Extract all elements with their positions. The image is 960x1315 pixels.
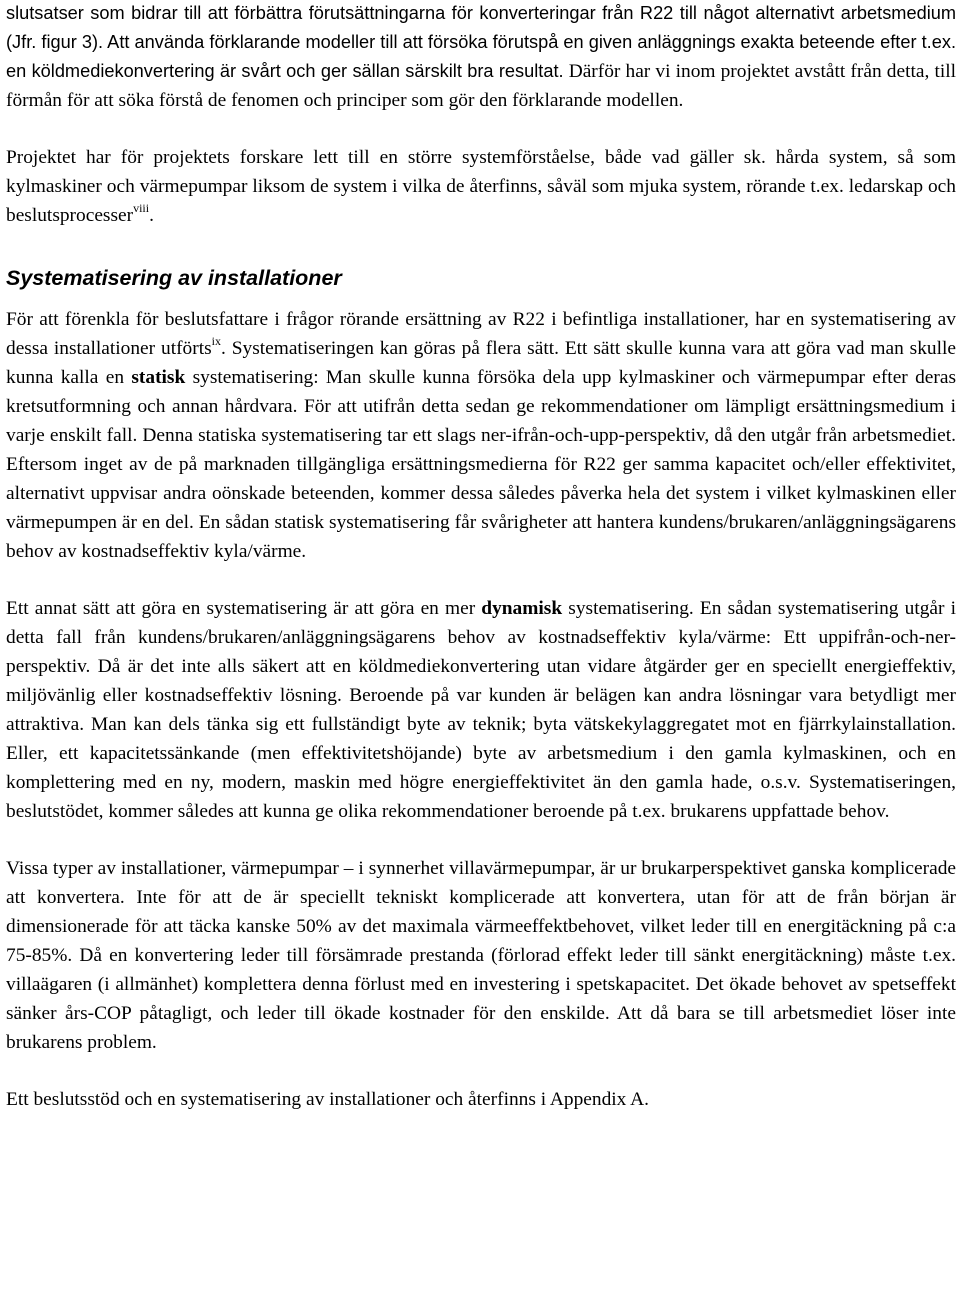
paragraph-static-text-b: . Systematiseringen kan göras på flera sätt. Ett sätt skulle kunna vara att göra vad man skulle kunna kalla en bbox=[6, 338, 956, 388]
paragraph-system-understanding-end: . bbox=[149, 205, 154, 226]
paragraph-conversion-models-sans-part: slutsatser som bidrar till att förbättra förutsättningarna för konverteringar från R22 till något alternativt arbetsmedium (Jfr. figur 3). Att använda förklarande modeller till att försöka förutspå en given anläggnings exakta beteende efter t.ex. en köldmediekonvertering är svårt och ger sällan särskilt bra resultat. bbox=[6, 3, 956, 81]
paragraph-dynamic-systematisation bbox=[6, 594, 956, 826]
term-statisk: statisk bbox=[131, 367, 186, 388]
section-heading: Systematisering av installationer bbox=[6, 266, 342, 290]
paragraph-conversion-models-serif-part: Därför har vi inom projektet avstått från detta, till förmån för att söka förstå de fenomen och principer som gör den förklarande modellen. bbox=[6, 61, 956, 111]
paragraph-static-text-c: systematisering: Man skulle kunna försöka dela upp kylmaskiner och värmepumpar efter deras kretsutformning och annan hårdvara. För att utifrån detta sedan ge rekommendationer om lämpligt ersättningsmedium i varje enskilt fall. Denna statiska systematisering tar ett slags ner-ifrån-och-upp-perspektiv, då den utgår från arbetsmediet. Eftersom inget av de på marknaden tillgängliga ersättningsmedierna för R22 ger samma kapacitet och/eller effektivitet, alternativt uppvisar andra oönskade beteenden, kommer dessa således påverka hela det system i vilket kylmaskinen eller värmepumpen är en del. En sådan statisk systematisering får svårigheter att hantera kundens/brukaren/anläggningsägarens behov av kostnadseffektiv kyla/värme. bbox=[6, 367, 956, 562]
paragraph-dynamic-text-b: systematisering. En sådan systematisering utgår i detta fall från kundens/brukaren/anläggningsägarens behov av kostnadseffektiv kyla/värme: Ett uppifrån-och-ner-perspektiv. Då är det inte alls säkert att en köldmediekonvertering utan vidare åtgärder ger en speciellt energieffektiv, miljövänlig eller kostnadseffektiv lösning. Beroende på var kunden är belägen kan andra lösningar vara betydligt mer attraktiva. Man kan dels tänka sig ett fullständigt byte av teknik; byta vätskekylaggregatet mot en fjärrkylainstallation. Eller, ett kapacitetssänkande (men effektivitetshöjande) byte av arbetsmedium i den gamla kylmaskinen, och en komplettering med en ny, modern, maskin med högre energieffektivitet än den gamla hade, o.s.v. Systematiseringen, beslutstödet, kommer således att kunna ge olika rekommendationer beroende på t.ex. brukarens uppfattade behov. bbox=[6, 598, 956, 822]
paragraph-system-understanding-text: Projektet har för projektets forskare lett till en större systemförståelse, både vad gäller sk. hårda system, så som kylmaskiner och värmepumpar liksom de system i vilka de återfinns, såväl som mjuka system, rörande t.ex. ledarskap och beslutsprocesser bbox=[6, 147, 956, 226]
document-page bbox=[6, 0, 956, 1114]
footnote-ref-viii: viii bbox=[133, 201, 150, 215]
term-dynamisk: dynamisk bbox=[481, 598, 563, 619]
paragraph-static-text-a: För att förenkla för beslutsfattare i frågor rörande ersättning av R22 i befintliga installationer, har en systematisering av dessa installationer utförts bbox=[6, 309, 956, 359]
paragraph-appendix-reference: Ett beslutsstöd och en systematisering av installationer och återfinns i Appendix A. bbox=[6, 1089, 650, 1110]
paragraph-static-systematisation bbox=[6, 305, 956, 566]
paragraph-system-understanding bbox=[6, 143, 956, 230]
paragraph-heat-pumps: Vissa typer av installationer, värmepumpar – i synnerhet villavärmepumpar, är ur brukarperspektivet ganska komplicerade att konvertera. Inte för att de är speciellt tekniskt komplicerade att konvertera, utan för att de från början är dimensionerade för att täcka kanske 50% av det maximala värmeeffektbehovet, vilket leder till en energitäckning på c:a 75-85%. Då en konvertering leder till försämrade prestanda (förlorad effekt leder till sänkt energitäckning) måste t.ex. villaägaren (i allmänhet) komplettera denna förlust med en investering i spetskapacitet. Det ökade behovet av spetseffekt sänker års-COP påtagligt, och leder till ökade kostnader för den enskilde. Att då bara se till arbetsmediet löser inte brukarens problem. bbox=[6, 858, 956, 1053]
paragraph-dynamic-text-a: Ett annat sätt att göra en systematisering är att göra en mer bbox=[6, 598, 482, 619]
paragraph-conversion-models bbox=[6, 0, 956, 115]
footnote-ref-ix: ix bbox=[211, 334, 221, 348]
